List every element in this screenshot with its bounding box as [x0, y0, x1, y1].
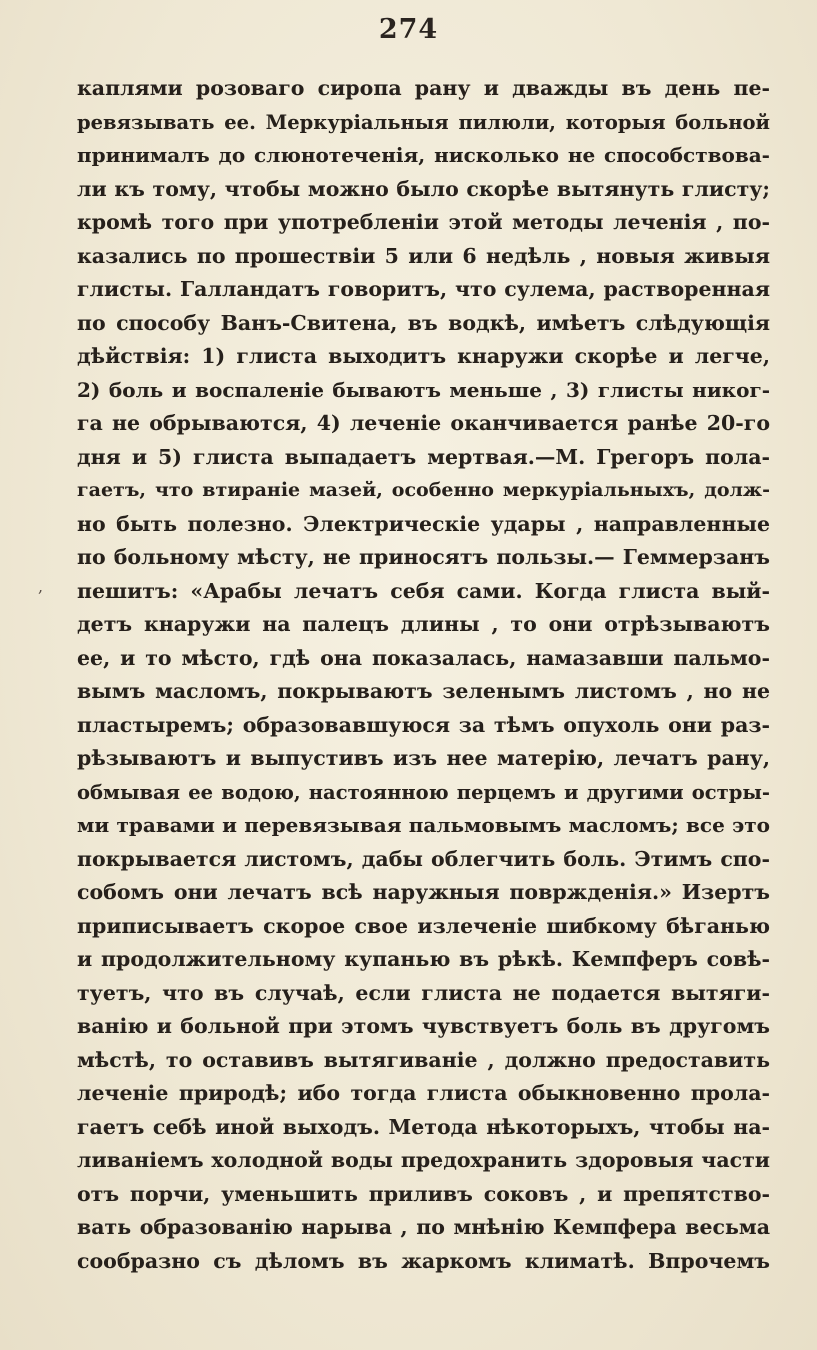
text-line: принималъ до слюнотеченія, нисколько не способствова- — [77, 143, 770, 167]
text-line: но быть полезно. Электрическіе удары , направленные — [77, 511, 770, 536]
text-line: ми травами и перевязывая пальмовымъ масломъ; все это — [77, 813, 770, 837]
text-line: каплями розоваго сиропа рану и дважды въ день пе- — [77, 76, 770, 100]
text-line: гаетъ себѣ иной выходъ. Метода нѣкоторыхъ, чтобы на- — [77, 1114, 770, 1139]
text-line: ливаніемъ холодной воды предохранить здоровыя части — [77, 1148, 770, 1172]
text-line: ли къ тому, чтобы можно было скорѣе вытянуть глисту; — [77, 176, 770, 201]
body-text — [77, 72, 770, 1278]
text-line: по способу Ванъ-Свитена, въ водкѣ, имѣетъ слѣдующія — [77, 310, 770, 335]
text-line: рѣзываютъ и выпустивъ изъ нее матерію, лечатъ рану, — [77, 746, 770, 770]
text-line: покрывается листомъ, дабы облегчить боль. Этимъ спо- — [77, 846, 770, 871]
text-line: собомъ они лечатъ всѣ наружныя повржденія.» Изертъ — [77, 880, 770, 904]
text-line: сообразно съ дѣломъ въ жаркомъ климатѣ. Впрочемъ — [77, 1248, 770, 1273]
text-line: и продолжительному купанью въ рѣкѣ. Кемпферъ совѣ- — [77, 947, 770, 971]
text-line: туетъ, что въ случаѣ, если глиста не подается вытяги- — [77, 980, 770, 1005]
text-line: кромѣ того при употребленіи этой методы леченія , по- — [77, 210, 770, 234]
text-line: пешитъ: «Арабы лечатъ себя сами. Когда глиста вый- — [77, 578, 770, 603]
text-line: детъ кнаружи на палецъ длины , то они отрѣзываютъ — [77, 612, 770, 636]
text-line: 2) боль и воспаленіе бываютъ меньше , 3) глисты никог- — [77, 377, 770, 402]
text-line: отъ порчи, уменьшить приливъ соковъ , и препятство- — [77, 1181, 770, 1206]
text-line: вымъ масломъ, покрываютъ зеленымъ листомъ , но не — [77, 679, 770, 703]
text-line: леченіе природѣ; ибо тогда глиста обыкновенно прола- — [77, 1081, 770, 1105]
text-line: по больному мѣсту, не приносятъ пользы.— Геммерзанъ — [77, 545, 770, 569]
text-line: глисты. Галландатъ говоритъ, что сулема, растворенная — [77, 277, 770, 301]
text-line: мѣстѣ, то оставивъ вытягиваніе , должно предоставить — [77, 1047, 770, 1072]
text-line: обмывая ее водою, настоянною перцемъ и другими остры- — [77, 780, 770, 804]
text-line: приписываетъ скорое свое излеченіе шибкому бѣганью — [77, 913, 770, 938]
text-line: га не обрываются, 4) леченіе оканчивается ранѣе 20-го — [77, 411, 770, 435]
text-line: ванію и больной при этомъ чувствуетъ боль въ другомъ — [77, 1014, 770, 1038]
text-line: гаетъ, что втираніе мазей, особенно меркуріальныхъ, долж- — [77, 479, 770, 501]
text-line: казались по прошествіи 5 или 6 недѣль , новыя живыя — [77, 243, 770, 268]
text-line: дѣйствія: 1) глиста выходитъ кнаружи скорѣе и легче, — [77, 344, 770, 368]
page-number: 274 — [378, 14, 439, 45]
margin-mark: , — [38, 577, 44, 596]
text-line: пластыремъ; образовавшуюся за тѣмъ опухоль они раз- — [77, 712, 770, 737]
text-line: ее, и то мѣсто, гдѣ она показалась, намазавши пальмо- — [77, 645, 770, 670]
text-line: вать образованію нарыва , по мнѣнію Кемпфера весьма — [77, 1215, 770, 1239]
text-line: дня и 5) глиста выпадаетъ мертвая.—М. Грегоръ пола- — [77, 444, 770, 469]
text-line: ревязывать ее. Меркуріальныя пилюли, которыя больной — [77, 110, 770, 134]
